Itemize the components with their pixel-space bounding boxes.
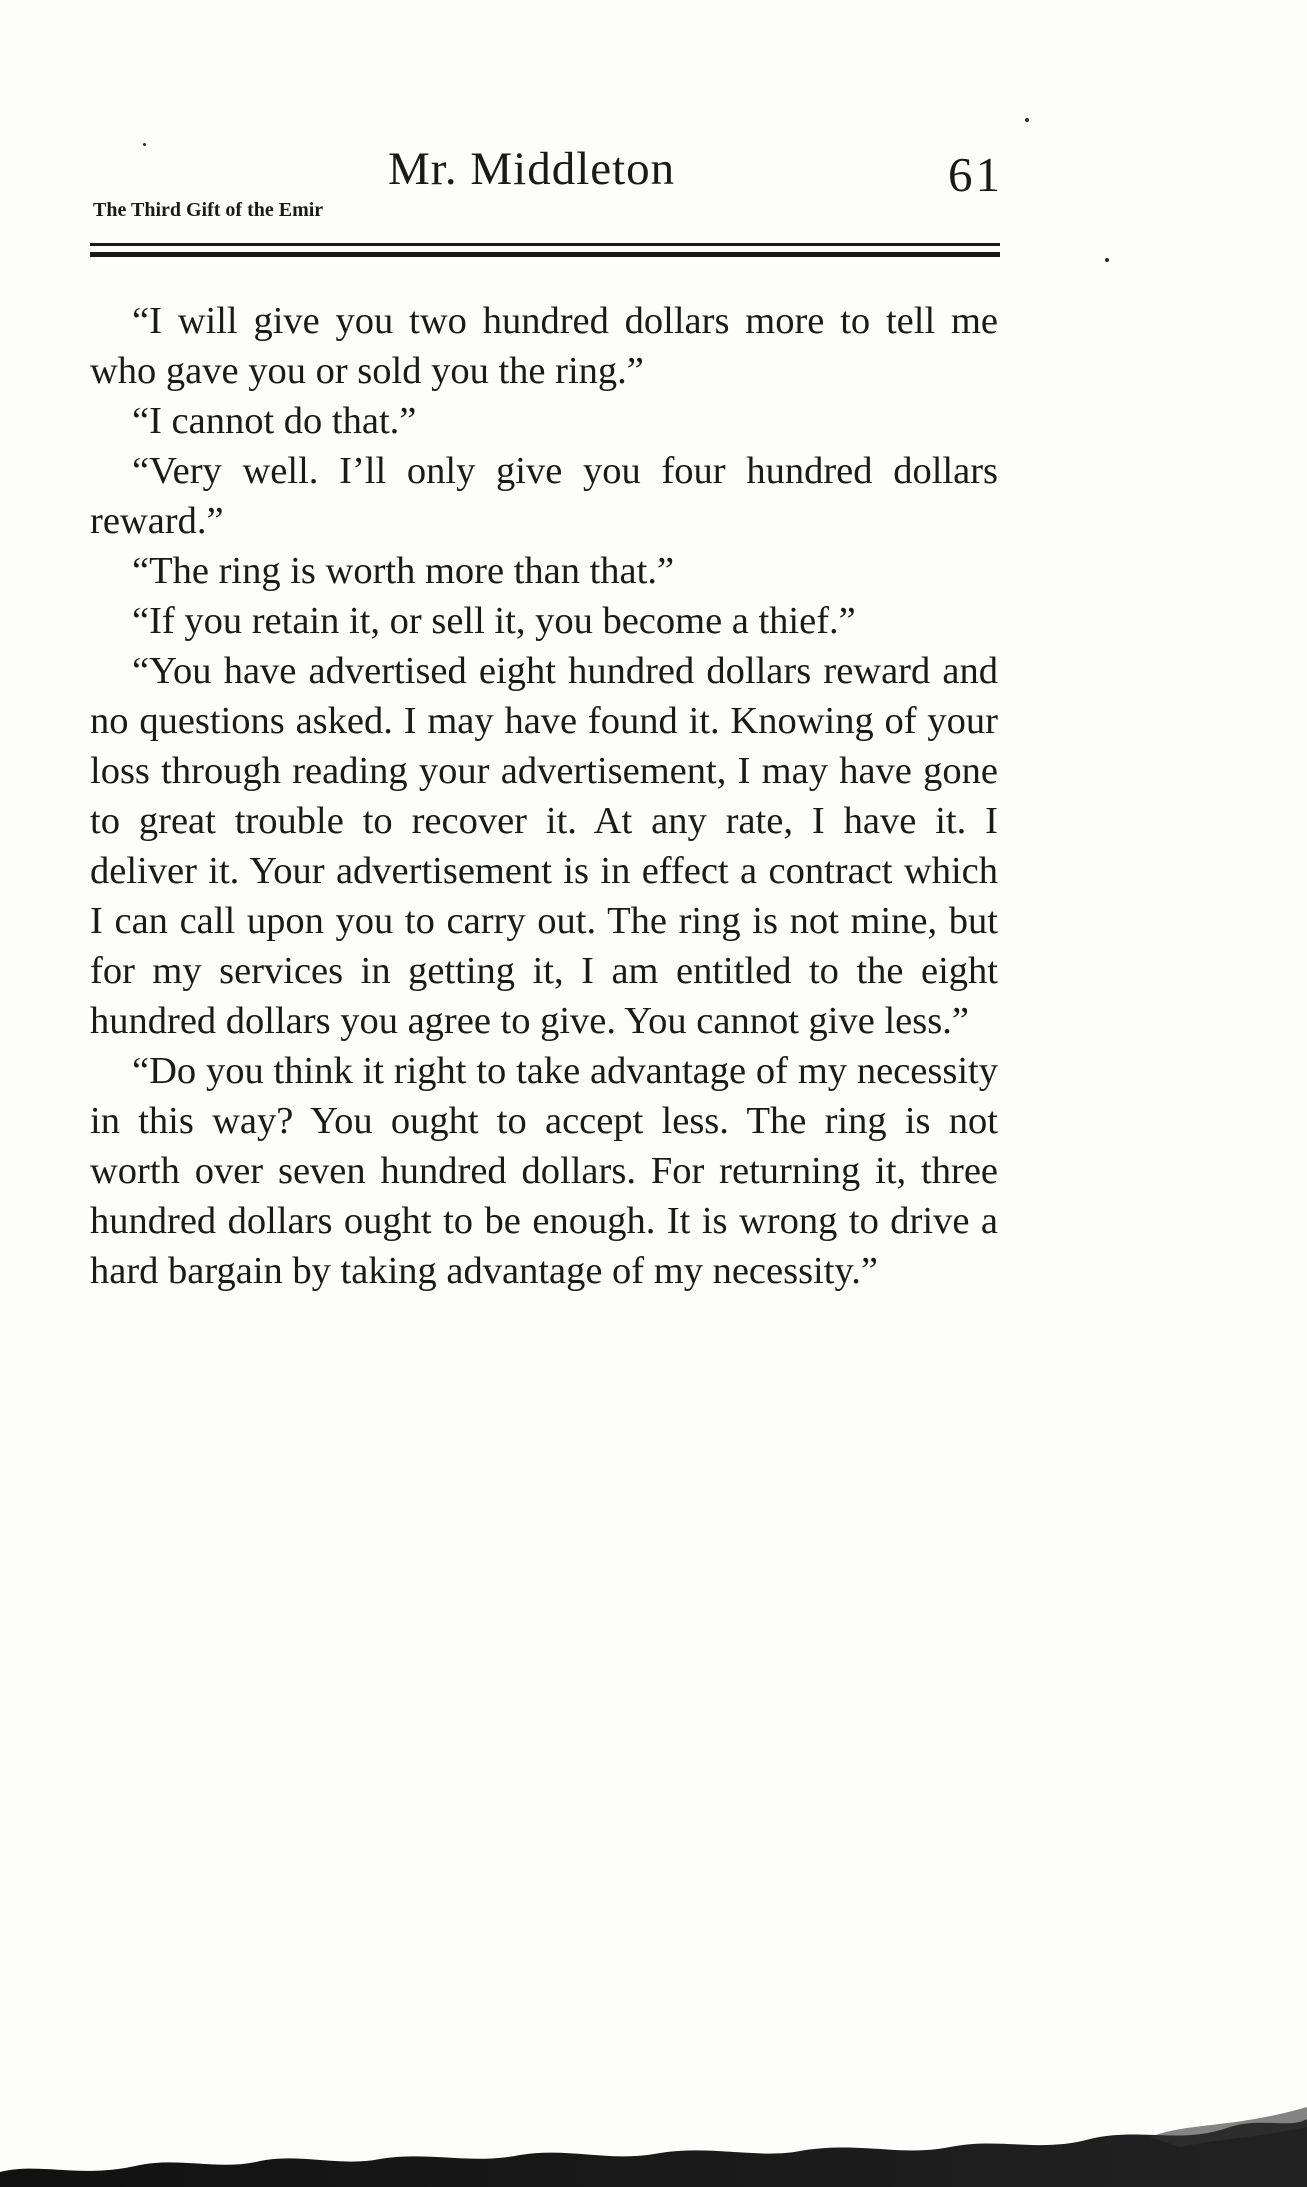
paragraph: “Very well. I’ll only give you four hundred dollars reward.” bbox=[90, 450, 998, 542]
scan-speck bbox=[1025, 118, 1029, 122]
scan-speck bbox=[143, 143, 146, 146]
page-number: 61 bbox=[948, 147, 1003, 202]
scan-bottom-edge bbox=[0, 2067, 1307, 2187]
paragraph: “The ring is worth more than that.” bbox=[132, 550, 675, 592]
running-title: Mr. Middleton bbox=[388, 143, 676, 195]
paragraph: “I cannot do that.” bbox=[132, 400, 417, 442]
paragraph: “If you retain it, or sell it, you become a thief.” bbox=[132, 600, 856, 642]
header-rule-thick bbox=[90, 252, 1000, 257]
body-text bbox=[90, 296, 998, 1296]
paragraph: “You have advertised eight hundred dollars reward and no questions asked. I may have found it. Knowing of your loss through reading your advertisement, I may have gone to great trouble to recover it. At any rate, I have it. I deliver it. Your advertisement is in effect a contract which I can call upon you to carry out. The ring is not mine, but for my services in getting it, I am entitled to the eight hundred dollars you agree to give. You cannot give less.” bbox=[90, 650, 998, 1042]
header-rule-thin bbox=[90, 243, 1000, 246]
book-subtitle: The Third Gift of the Emir bbox=[93, 199, 324, 221]
scan-speck bbox=[1105, 258, 1109, 262]
paragraph: “Do you think it right to take advantage of my necessity in this way? You ought to accept less. The ring is not worth over seven hundred dollars. For returning it, three hundred dollars ought to be enough. It is wrong to drive a hard bargain by taking advantage of my necessity.” bbox=[90, 1050, 998, 1292]
paragraph: “I will give you two hundred dollars more to tell me who gave you or sold you the ring.” bbox=[90, 300, 998, 392]
